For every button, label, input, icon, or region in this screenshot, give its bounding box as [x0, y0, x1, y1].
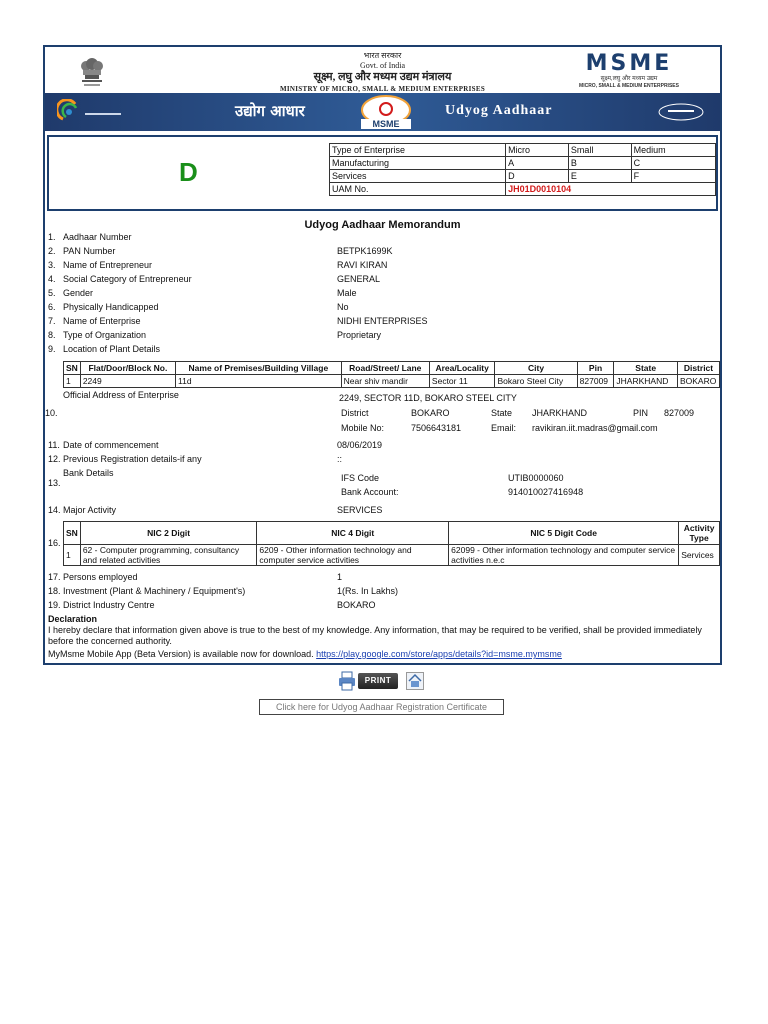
field-number: 3. [48, 260, 56, 270]
msme-logo-english: MICRO, SMALL & MEDIUM ENTERPRISES [579, 83, 679, 89]
mobile-label: Mobile No: [341, 423, 385, 433]
field-number-16: 16. [48, 538, 61, 548]
field-row-district-centre [45, 600, 715, 611]
district-label: District [341, 408, 369, 418]
field-value: SERVICES [337, 505, 383, 515]
memorandum-frame [43, 45, 722, 665]
field-label: Aadhaar Number [63, 232, 132, 242]
ministry-badge-icon [656, 102, 706, 122]
table-cell: 6209 - Other information technology and computer service activities [257, 545, 449, 566]
ministry-english: MINISTRY OF MICRO, SMALL & MEDIUM ENTERPRISES [279, 85, 486, 93]
table-cell: 62099 - Other information technology and computer service activities n.e.c [449, 545, 679, 566]
table-cell: Near shiv mandir [341, 375, 429, 388]
field-row-handicapped [45, 302, 715, 313]
column-header: Activity Type [679, 522, 720, 545]
column-header: Area/Locality [429, 362, 495, 375]
declaration-text-line2: before the concerned authority. [48, 636, 172, 646]
table-cell: F [631, 170, 715, 183]
table-cell: B [568, 157, 631, 170]
field-label: Previous Registration details-if any [63, 454, 202, 464]
declaration-text-line1: I hereby declare that information given above is true to the best of my knowledge. Any information, that may be required to be verified, shall be provided immediately [48, 625, 702, 635]
uam-number: JH01D0010104 [506, 183, 716, 196]
field-number: 8. [48, 330, 56, 340]
table-cell: 1 [64, 375, 81, 388]
field-label: Physically Handicapped [63, 302, 159, 312]
print-controls [338, 671, 428, 691]
digital-india-logo-icon [57, 99, 127, 125]
field-row-major-activity [45, 505, 715, 516]
field-row-organization-type [45, 330, 715, 341]
column-header: District [677, 362, 719, 375]
table-cell: Bokaro Steel City [495, 375, 577, 388]
field-row-investment [45, 586, 715, 597]
table-row [64, 545, 720, 566]
state-label: State [491, 408, 513, 418]
enterprise-category-letter: D [179, 157, 198, 187]
field-row-pan [45, 246, 715, 257]
field-number: 14. [48, 505, 61, 515]
msme-logo-text: MSME [585, 51, 673, 76]
field-value: BETPK1699K [337, 246, 393, 256]
table-header-row [64, 362, 720, 375]
column-header: Flat/Door/Block No. [80, 362, 175, 375]
field-number: 2. [48, 246, 56, 256]
table-cell: Small [568, 144, 631, 157]
table-cell: 2249 [80, 375, 175, 388]
column-header: City [495, 362, 577, 375]
field-number-10: 10. [45, 408, 58, 418]
printer-icon[interactable] [338, 671, 356, 691]
state-value: JHARKHAND [532, 408, 588, 418]
table-cell: 1 [64, 545, 81, 566]
field-number: 7. [48, 316, 56, 326]
table-cell: E [568, 170, 631, 183]
official-address-label: Official Address of Enterprise [63, 390, 179, 400]
pin-label: PIN [633, 408, 649, 418]
table-cell: 11d [176, 375, 342, 388]
memorandum-title: Udyog Aadhaar Memorandum [304, 219, 461, 231]
field-label: Social Category of Entrepreneur [63, 274, 192, 284]
govt-header [45, 47, 720, 93]
official-address-value: 2249, SECTOR 11D, BOKARO STEEL CITY [339, 393, 517, 403]
mobile-app-text: MyMsme Mobile App (Beta Version) is available now for download. [48, 649, 314, 659]
ifs-code-label: IFS Code [341, 473, 380, 483]
field-number: 19. [48, 600, 61, 610]
field-label: District Industry Centre [63, 600, 155, 610]
district-value: BOKARO [411, 408, 450, 418]
field-label: PAN Number [63, 246, 116, 256]
udyog-aadhaar-banner [45, 93, 720, 131]
table-cell: Micro [506, 144, 569, 157]
field-row-social-category [45, 274, 715, 285]
table-cell: Services [330, 170, 506, 183]
field-value: BOKARO [337, 600, 376, 610]
table-cell: Type of Enterprise [330, 144, 506, 157]
enterprise-type-table [329, 143, 716, 196]
field-value: Male [337, 288, 357, 298]
declaration-title: Declaration [48, 614, 98, 624]
field-number: 11. [48, 440, 60, 450]
table-cell: C [631, 157, 715, 170]
field-label: Type of Organization [63, 330, 147, 340]
field-label: Gender [63, 288, 94, 298]
field-number: 12. [48, 454, 61, 464]
uam-label: UAM No. [330, 183, 506, 196]
seal-msme-text: MSME [372, 119, 400, 129]
home-icon[interactable] [406, 672, 424, 690]
field-number-13: 13. [48, 478, 61, 488]
table-cell: A [506, 157, 569, 170]
mobile-app-note [48, 649, 562, 660]
field-number: 18. [48, 586, 61, 596]
field-row-enterprise-name [45, 316, 715, 327]
field-label: Location of Plant Details [63, 344, 161, 354]
table-row [64, 375, 720, 388]
email-value: ravikiran.iit.madras@gmail.com [532, 423, 658, 433]
field-value: :: [337, 454, 343, 464]
field-row-entrepreneur [45, 260, 715, 271]
ministry-hindi: सूक्ष्म, लघु और मध्यम उद्यम मंत्रालय [313, 71, 452, 83]
bank-details-label: Bank Details [63, 468, 114, 478]
field-number: 5. [48, 288, 56, 298]
table-cell: D [506, 170, 569, 183]
field-row-commencement [45, 440, 715, 451]
field-number: 17. [48, 572, 61, 582]
table-header-row [64, 522, 720, 545]
field-row-previous-registration [45, 454, 715, 465]
table-row [330, 170, 716, 183]
table-cell: Services [679, 545, 720, 566]
table-cell: 62 - Computer programming, consultancy and related activities [80, 545, 257, 566]
enterprise-type-box [47, 135, 718, 211]
table-row [330, 144, 716, 157]
field-value: 08/06/2019 [337, 440, 383, 450]
field-value: NIDHI ENTERPRISES [337, 316, 428, 326]
table-cell: 827009 [577, 375, 614, 388]
field-label: Major Activity [63, 505, 117, 515]
column-header: NIC 4 Digit [257, 522, 449, 545]
field-row-plant-location [45, 344, 715, 355]
field-label: Investment (Plant & Machinery / Equipment's) [63, 586, 246, 596]
table-cell: JHARKHAND [614, 375, 678, 388]
table-cell: Medium [631, 144, 715, 157]
nic-activity-table [63, 521, 720, 566]
registration-certificate-button[interactable]: Click here for Udyog Aadhaar Registration Certificate [259, 699, 504, 715]
table-cell: BOKARO [677, 375, 719, 388]
column-header: Road/Street/ Lane [341, 362, 429, 375]
field-number [45, 408, 58, 419]
column-header: State [614, 362, 678, 375]
table-row [330, 183, 716, 196]
field-label: Name of Enterprise [63, 316, 141, 326]
msme-logo-hindi: सूक्ष्म,लघु और मध्यम उद्यम [600, 76, 658, 82]
bank-account-value: 914010027416948 [508, 487, 584, 497]
plant-location-table [63, 361, 720, 388]
field-label: Name of Entrepreneur [63, 260, 153, 270]
msme-logo [564, 53, 694, 89]
column-header: SN [64, 522, 81, 545]
print-button[interactable]: PRINT [358, 673, 398, 689]
ifs-code-value: UTIB0000060 [508, 473, 564, 483]
banner-english-title: Udyog Aadhaar [445, 103, 553, 118]
column-header: NIC 5 Digit Code [449, 522, 679, 545]
field-value: GENERAL [337, 274, 381, 284]
mobile-value: 7506643181 [411, 423, 462, 433]
field-number: 9. [48, 344, 56, 354]
pin-value: 827009 [664, 408, 695, 418]
bank-account-label: Bank Account: [341, 487, 399, 497]
field-label: Date of commencement [63, 440, 159, 450]
field-value: Proprietary [337, 330, 382, 340]
table-cell: Sector 11 [429, 375, 495, 388]
column-header: Name of Premises/Building Village [176, 362, 342, 375]
table-cell: Manufacturing [330, 157, 506, 170]
field-value: RAVI KIRAN [337, 260, 388, 270]
govt-hindi: भारत सरकार [363, 51, 402, 60]
mobile-app-link[interactable]: https://play.google.com/store/apps/details?id=msme.mymsme [316, 649, 562, 659]
field-row-gender [45, 288, 715, 299]
field-label: Persons employed [63, 572, 138, 582]
column-header: SN [64, 362, 81, 375]
field-number: 4. [48, 274, 56, 284]
field-value: 1(Rs. In Lakhs) [337, 586, 399, 596]
banner-hindi-title: उद्योग आधार [235, 102, 305, 120]
field-value: No [337, 302, 349, 312]
column-header: Pin [577, 362, 614, 375]
udyog-aadhaar-seal-icon [347, 95, 425, 129]
table-row [330, 157, 716, 170]
field-value: 1 [337, 572, 343, 582]
govt-english: Govt. of India [359, 61, 406, 70]
field-number: 6. [48, 302, 56, 312]
field-row-persons-employed [45, 572, 715, 583]
email-label: Email: [491, 423, 517, 433]
column-header: NIC 2 Digit [80, 522, 257, 545]
field-row-aadhaar [45, 232, 715, 243]
field-number: 1. [48, 232, 56, 242]
